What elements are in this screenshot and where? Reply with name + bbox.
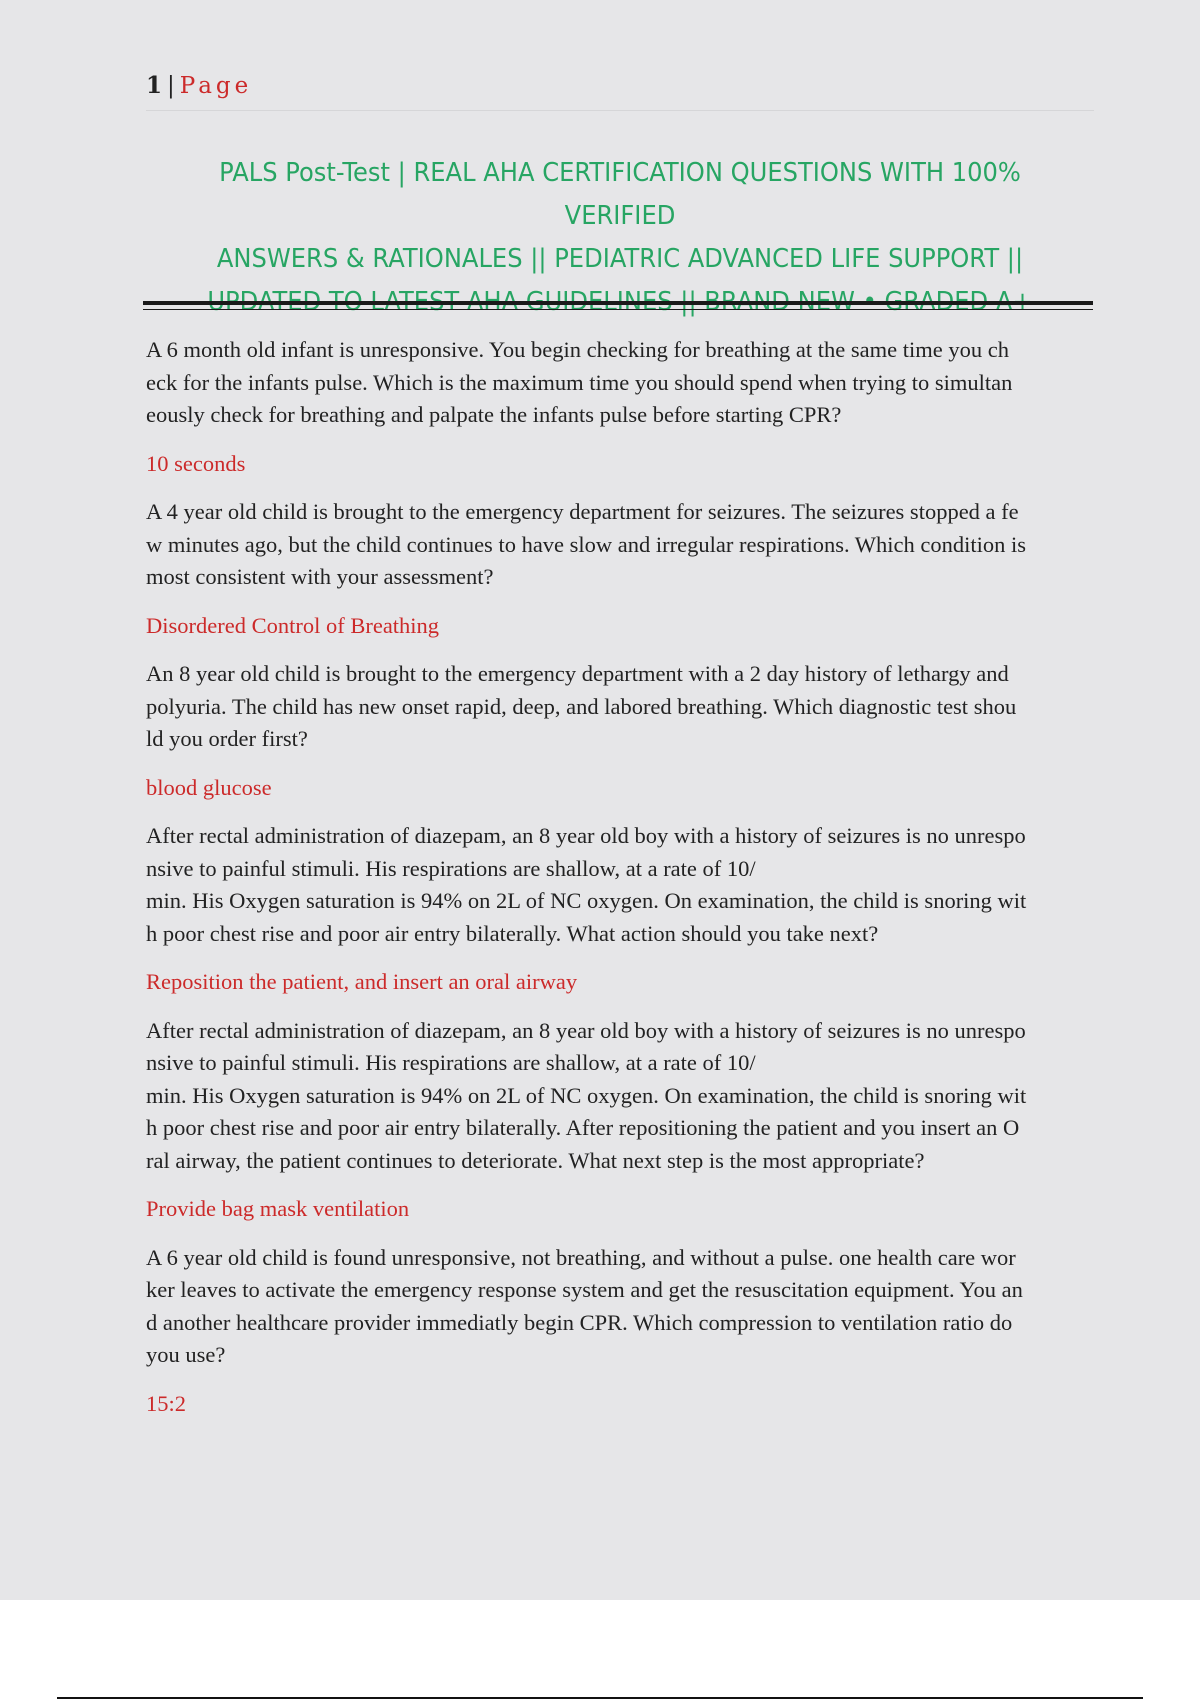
document-title [179,152,1061,324]
page-header-separator: | [167,73,176,99]
header-divider [146,110,1094,111]
page-header [146,72,252,99]
question-text: A 4 year old child is brought to the emergency department for seizures. The seizures stopped a fe w minutes ago, but the child continues to have slow and irregular respirations. Which condition is most consistent with your assessment? [146,499,1027,589]
footer-divider [57,1697,1143,1699]
title-double-rule [143,301,1093,310]
answer-text: Provide bag mask ventilation [146,1196,410,1221]
title-line: PALS Post-Test | REAL AHA CERTIFICATION QUESTIONS WITH 100% VERIFIED [219,158,1021,231]
title-line: UPDATED TO LATEST AHA GUIDELINES || BRAND NEW • GRADED A+ [207,287,1033,317]
question-text: After rectal administration of diazepam, an 8 year old boy with a history of seizures is no unrespo nsive to painful stimuli. His respirations are shallow, at a rate of 10/ min. His Oxygen saturation is 94% on 2L of NC oxygen. On examination, the child is snoring wit h poor chest rise and poor air entry bilaterally. What action should you take next? [146,823,1027,946]
question-text: A 6 month old infant is unresponsive. You begin checking for breathing at the same time you ch eck for the infants pulse. Which is the maximum time you should spend when trying to simultan eously check for breathing and palpate the infants pulse before starting CPR? [146,337,1013,427]
question-text: After rectal administration of diazepam, an 8 year old boy with a history of seizures is no unrespo nsive to painful stimuli. His respirations are shallow, at a rate of 10/ min. His Oxygen saturation is 94% on 2L of NC oxygen. On examination, the child is snoring wit h poor chest rise and poor air entry bilaterally. After repositioning the patient and you insert an O ral airway, the patient continues to deteriorate. What next step is the most appropriate? [146,1017,1027,1173]
question-text: An 8 year old child is brought to the emergency department with a 2 day history of lethargy and polyuria. The child has new onset rapid, deep, and labored breathing. Which diagnostic test shou ld you order first? [146,661,1017,751]
question-answer-list [146,334,1096,1436]
page-number: 1 [146,72,164,99]
answer-text: Disordered Control of Breathing [146,612,440,638]
answer-text: 15:2 [146,1390,187,1416]
answer-text: Reposition the patient, and insert an oral airway [146,969,578,994]
question-text: A 6 year old child is found unresponsive, not breathing, and without a pulse. one health care wor ker leaves to activate the emergency response system and get the resuscitation equipment. You an d another healthcare provider immediatly begin CPR. Which compression to ventilation ratio do you use? [146,1244,1023,1367]
page-word: Page [179,73,253,99]
answer-text: 10 seconds [146,450,246,476]
answer-text: blood glucose [146,774,272,800]
title-line: ANSWERS & RATIONALES || PEDIATRIC ADVANCED LIFE SUPPORT || [216,244,1024,274]
